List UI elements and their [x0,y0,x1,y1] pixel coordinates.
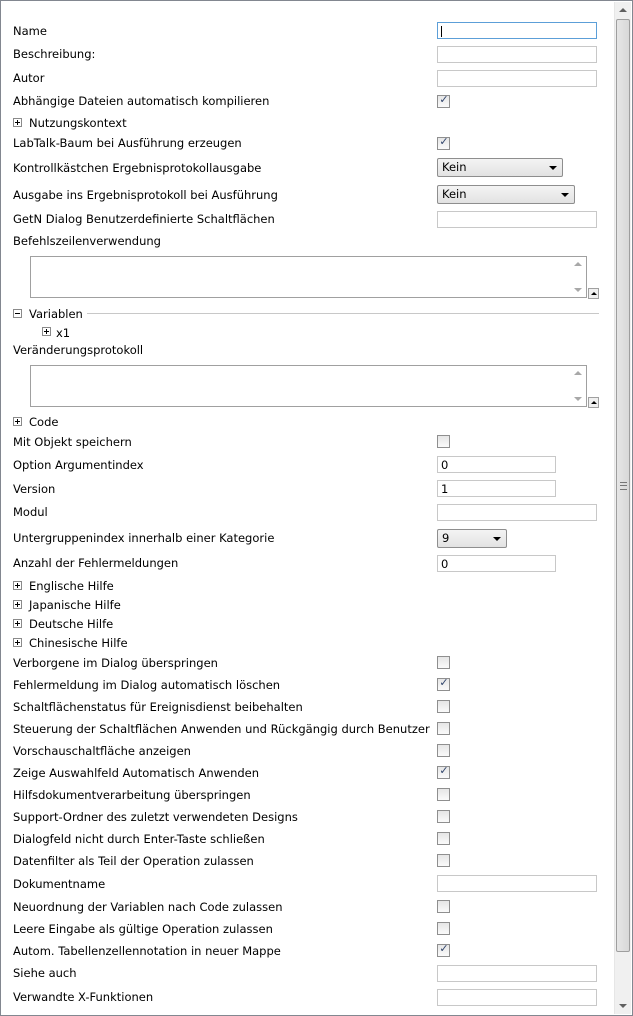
verborgene-label: Verborgene im Dialog überspringen [13,656,218,670]
expand-textarea-button[interactable] [588,288,599,299]
autor-label: Autor [13,71,45,85]
veraenderung-textarea[interactable] [30,365,587,407]
scroll-up-icon[interactable] [619,8,627,12]
kontrollkaestchen-label: Kontrollkästchen Ergebnisprotokollausgabe [13,161,262,175]
autom-checkbox[interactable] [437,944,450,957]
zeige-checkbox[interactable] [437,766,450,779]
scroll-down-icon[interactable] [574,288,582,292]
schaltflaechen-checkbox[interactable] [437,700,450,713]
labtalk-checkbox[interactable] [437,137,450,150]
chevron-down-icon [561,193,569,197]
vorschau-label: Vorschauschaltfläche anzeigen [13,744,191,758]
collapse-minus-icon[interactable] [13,309,22,318]
englisch-label: Englische Hilfe [29,579,114,593]
version-input[interactable]: 1 [437,480,556,497]
text-caret [441,26,442,37]
textarea-scrollbar[interactable] [570,257,586,297]
abhaengige-label: Abhängige Dateien automatisch kompilieren [13,94,270,108]
leere-checkbox[interactable] [437,922,450,935]
veraenderung-label: Veränderungsprotokoll [13,343,144,357]
leere-label: Leere Eingabe als gültige Operation zulassen [13,922,273,936]
abhaengige-checkbox[interactable] [437,95,450,108]
expand-plus-icon[interactable] [13,638,22,647]
dialogfeld-checkbox[interactable] [437,832,450,845]
hilfsdok-checkbox[interactable] [437,788,450,801]
expand-plus-icon[interactable] [42,327,51,336]
untergruppe-label: Untergruppenindex innerhalb einer Kategorie [13,531,275,545]
x1-label: x1 [56,326,71,340]
getn-label: GetN Dialog Benutzerdefinierte Schaltflächen [13,212,275,226]
chevron-down-icon [493,537,501,541]
variablen-label: Variablen [29,307,83,321]
untergruppe-dropdown[interactable]: 9 [437,529,507,548]
verwandte-input[interactable] [437,989,597,1006]
dialogfeld-label: Dialogfeld nicht durch Enter-Taste schließen [13,832,265,846]
properties-panel [1,1,613,1015]
schaltflaechen-label: Schaltflächenstatus für Ereignisdienst beibehalten [13,700,303,714]
code-label: Code [29,415,59,429]
getn-input[interactable] [437,211,597,228]
verwandte-label: Verwandte X-Funktionen [13,990,154,1004]
scroll-up-icon[interactable] [574,371,582,375]
steuerung-checkbox[interactable] [437,722,450,735]
modul-label: Modul [13,505,48,519]
mitobjekt-checkbox[interactable] [437,435,450,448]
nutzungskontext-label: Nutzungskontext [29,116,127,130]
datenfilter-checkbox[interactable] [437,854,450,867]
modul-input[interactable] [437,504,597,521]
kontrollkaestchen-dropdown[interactable]: Kein [437,158,563,177]
zeige-label: Zeige Auswahlfeld Automatisch Anwenden [13,766,260,780]
ausgabe-dropdown[interactable]: Kein [437,185,575,204]
fehlermeldung-label: Fehlermeldung im Dialog automatisch löschen [13,678,281,692]
expand-textarea-button[interactable] [588,397,599,408]
support-checkbox[interactable] [437,810,450,823]
siehe-input[interactable] [437,965,597,982]
vorschau-checkbox[interactable] [437,744,450,757]
beschreibung-input[interactable] [437,46,597,63]
version-label: Version [13,482,56,496]
checkmark-icon: ✓ [439,135,449,148]
chinesisch-label: Chinesische Hilfe [29,636,128,650]
autor-input[interactable] [437,70,597,87]
anzahl-label: Anzahl der Fehlermeldungen [13,556,179,570]
name-input[interactable] [437,22,597,39]
group-divider [87,313,599,314]
checkmark-icon: ✓ [439,942,449,955]
scrollbar-thumb[interactable] [616,19,630,952]
fehlermeldung-checkbox[interactable] [437,678,450,691]
neuordnung-checkbox[interactable] [437,900,450,913]
japanisch-label: Japanische Hilfe [29,598,121,612]
befehlszeilen-textarea[interactable] [30,256,587,298]
deutsch-label: Deutsche Hilfe [29,617,114,631]
option-label: Option Argumentindex [13,458,144,472]
steuerung-label: Steuerung der Schaltflächen Anwenden und Rückgängig durch Benutzer [13,722,430,736]
dokumentname-input[interactable] [437,875,597,892]
grip-icon [620,482,627,490]
scroll-up-icon[interactable] [574,262,582,266]
expand-plus-icon[interactable] [13,417,22,426]
textarea-scrollbar[interactable] [570,366,586,406]
mitobjekt-label: Mit Objekt speichern [13,435,132,449]
ausgabe-label: Ausgabe ins Ergebnisprotokoll bei Ausführung [13,188,278,202]
autom-label: Autom. Tabellenzellennotation in neuer Mappe [13,944,281,958]
chevron-down-icon [549,166,557,170]
neuordnung-label: Neuordnung der Variablen nach Code zulassen [13,900,283,914]
checkmark-icon: ✓ [439,676,449,689]
labtalk-label: LabTalk-Baum bei Ausführung erzeugen [13,136,242,150]
checkmark-icon: ✓ [439,93,449,106]
hilfsdok-label: Hilfsdokumentverarbeitung überspringen [13,788,251,802]
anzahl-input[interactable]: 0 [437,555,556,572]
dokumentname-label: Dokumentname [13,877,106,891]
siehe-label: Siehe auch [13,966,77,980]
expand-plus-icon[interactable] [13,600,22,609]
befehlszeilen-label: Befehlszeilenverwendung [13,234,161,248]
scroll-down-icon[interactable] [574,397,582,401]
vertical-scrollbar[interactable] [614,2,631,1014]
verborgene-checkbox[interactable] [437,656,450,669]
datenfilter-label: Datenfilter als Teil der Operation zulassen [13,854,254,868]
checkmark-icon: ✓ [439,764,449,777]
expand-plus-icon[interactable] [13,118,22,127]
expand-plus-icon[interactable] [13,619,22,628]
beschreibung-label: Beschreibung: [13,47,96,61]
expand-plus-icon[interactable] [13,581,22,590]
name-label: Name [13,24,47,38]
scroll-down-icon[interactable] [619,1004,627,1008]
support-label: Support-Ordner des zuletzt verwendeten Designs [13,810,298,824]
option-input[interactable]: 0 [437,456,556,473]
